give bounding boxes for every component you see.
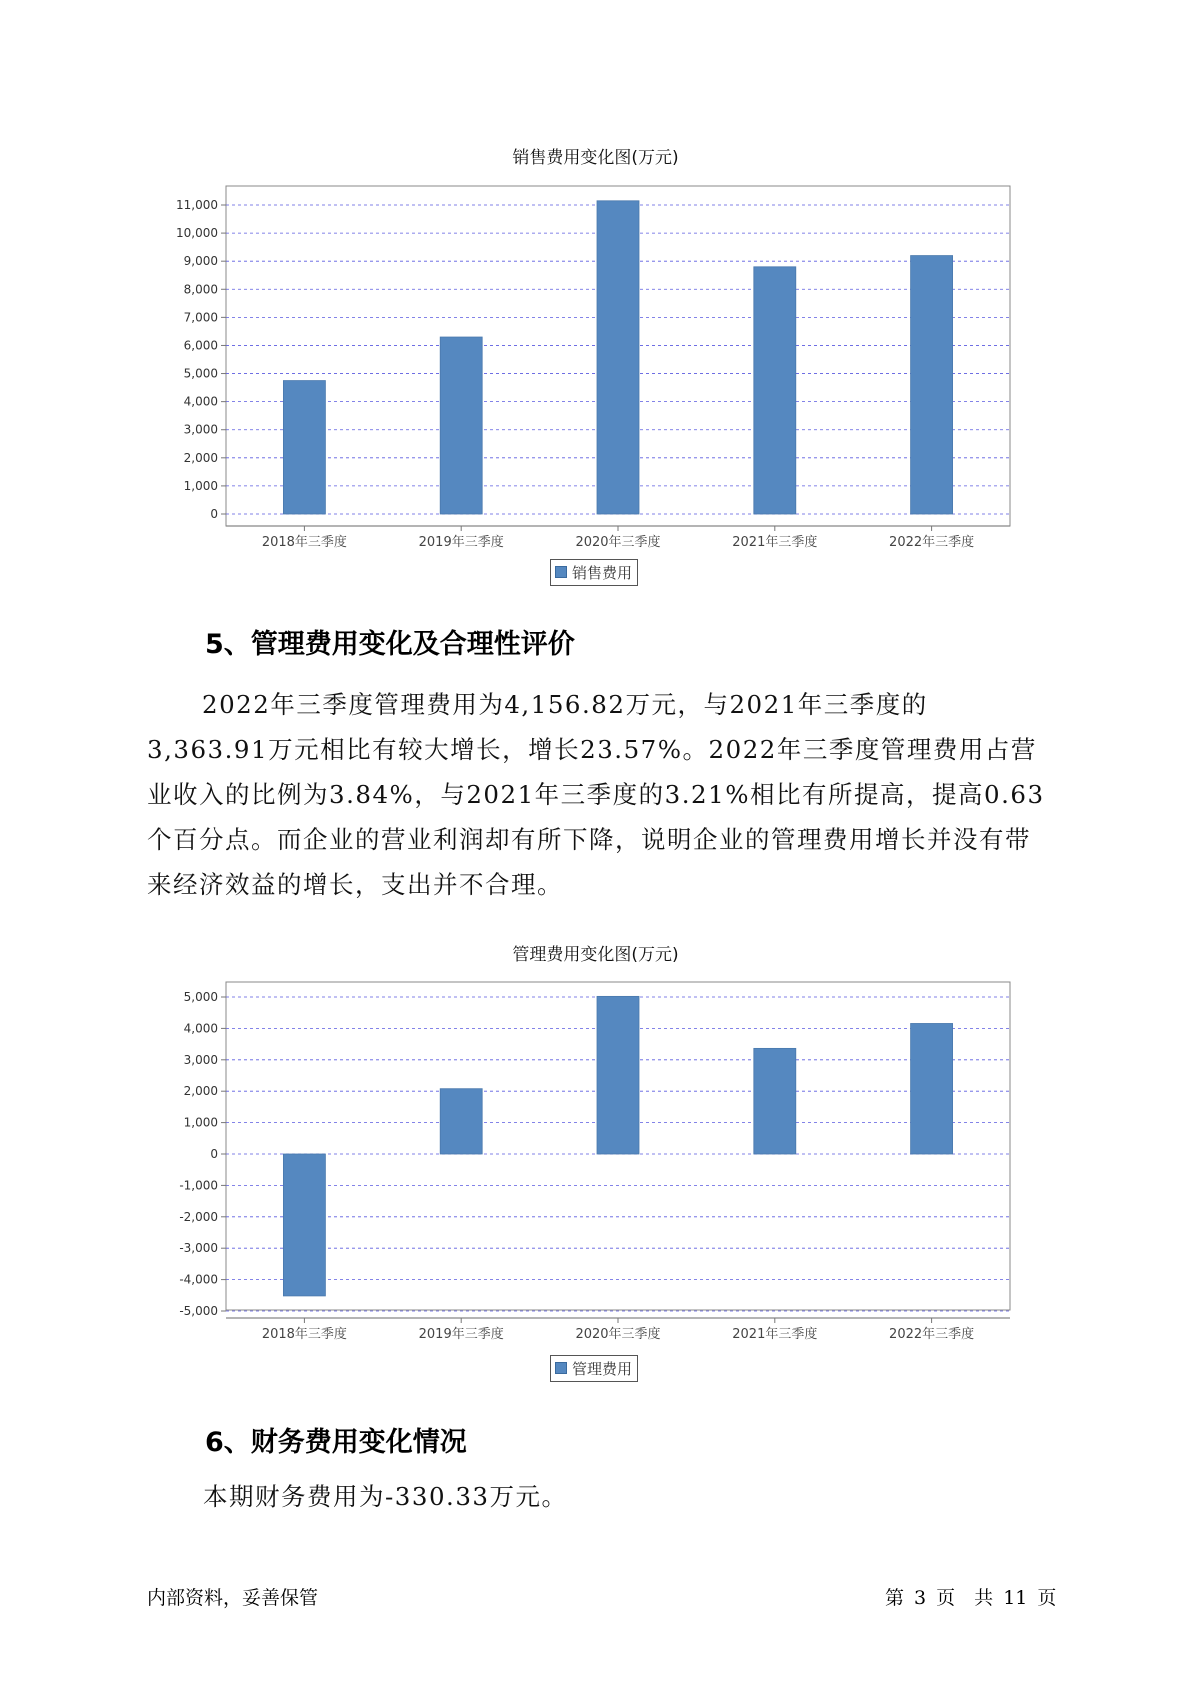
- y-tick-label: 4,000: [183, 394, 218, 409]
- x-tick-label: 2018年三季度: [261, 535, 347, 550]
- sales-chart-title: 销售费用变化图(万元): [512, 148, 679, 168]
- bar: [597, 996, 639, 1154]
- y-tick-label: 10,000: [176, 226, 218, 241]
- y-tick-label: -3,000: [179, 1241, 218, 1256]
- footer-page-number: 第 3 页 共 11 页: [885, 1587, 1057, 1609]
- y-tick-label: 5,000: [183, 990, 218, 1004]
- legend-swatch-icon: [555, 1362, 567, 1374]
- y-tick-label: 4,000: [183, 1021, 218, 1036]
- management-chart-title: 管理费用变化图(万元): [512, 945, 679, 965]
- section-5-heading: 5、管理费用变化及合理性评价: [205, 629, 575, 660]
- bar: [440, 1089, 482, 1154]
- x-tick-label: 2020年三季度: [575, 1327, 661, 1342]
- x-tick-label: 2021年三季度: [732, 1327, 818, 1342]
- x-tick-label: 2022年三季度: [889, 535, 975, 550]
- y-tick-label: 11,000: [176, 198, 218, 212]
- y-tick-label: 6,000: [183, 338, 218, 353]
- y-tick-label: 1,000: [183, 478, 218, 493]
- management-chart-legend: [550, 1355, 638, 1382]
- y-tick-label: 5,000: [183, 366, 218, 381]
- y-tick-label: -5,000: [179, 1304, 218, 1318]
- y-tick-label: 2,000: [183, 1084, 218, 1099]
- x-tick-label: 2020年三季度: [575, 535, 661, 550]
- x-tick-label: 2019年三季度: [418, 535, 504, 550]
- y-tick-label: 9,000: [183, 254, 218, 269]
- x-tick-label: 2022年三季度: [889, 1327, 975, 1342]
- x-tick-label: 2021年三季度: [732, 535, 818, 550]
- x-tick-label: 2018年三季度: [261, 1327, 347, 1342]
- legend-label: 销售费用: [572, 564, 633, 582]
- x-tick-label: 2019年三季度: [418, 1327, 504, 1342]
- y-tick-label: 0: [210, 507, 218, 521]
- section-6-heading: 6、财务费用变化情况: [205, 1427, 467, 1458]
- y-tick-label: 7,000: [183, 310, 218, 325]
- y-tick-label: -2,000: [179, 1209, 218, 1224]
- bar: [911, 1023, 953, 1154]
- legend-label: 管理费用: [572, 1360, 633, 1378]
- y-tick-label: 3,000: [183, 1052, 218, 1067]
- bar: [754, 1048, 796, 1154]
- section-5-paragraph: 2022年三季度管理费用为4,156.82万元，与2021年三季度的3,363.91万元相比有较大增长，增长23.57%。2022年三季度管理费用占营业收入的比例为3.84%，与2021年三季度的3.21%相比有所提高，提高0.63个百分点。而企业的营业利润却有所下降，说明企业的管理费用增长并没有带来经济效益的增长，支出并不合理。: [147, 690, 1045, 899]
- footer-confidential-note: 内部资料，妥善保管: [147, 1587, 319, 1609]
- y-tick-label: 2,000: [183, 450, 218, 465]
- y-tick-label: 0: [210, 1147, 218, 1161]
- y-tick-label: 8,000: [183, 282, 218, 297]
- y-tick-label: -1,000: [179, 1178, 218, 1193]
- section-6-paragraph: 本期财务费用为-330.33万元。: [203, 1482, 568, 1511]
- y-tick-label: 3,000: [183, 422, 218, 437]
- bar: [283, 1154, 325, 1296]
- y-tick-label: -4,000: [179, 1272, 218, 1287]
- y-tick-label: 1,000: [183, 1115, 218, 1130]
